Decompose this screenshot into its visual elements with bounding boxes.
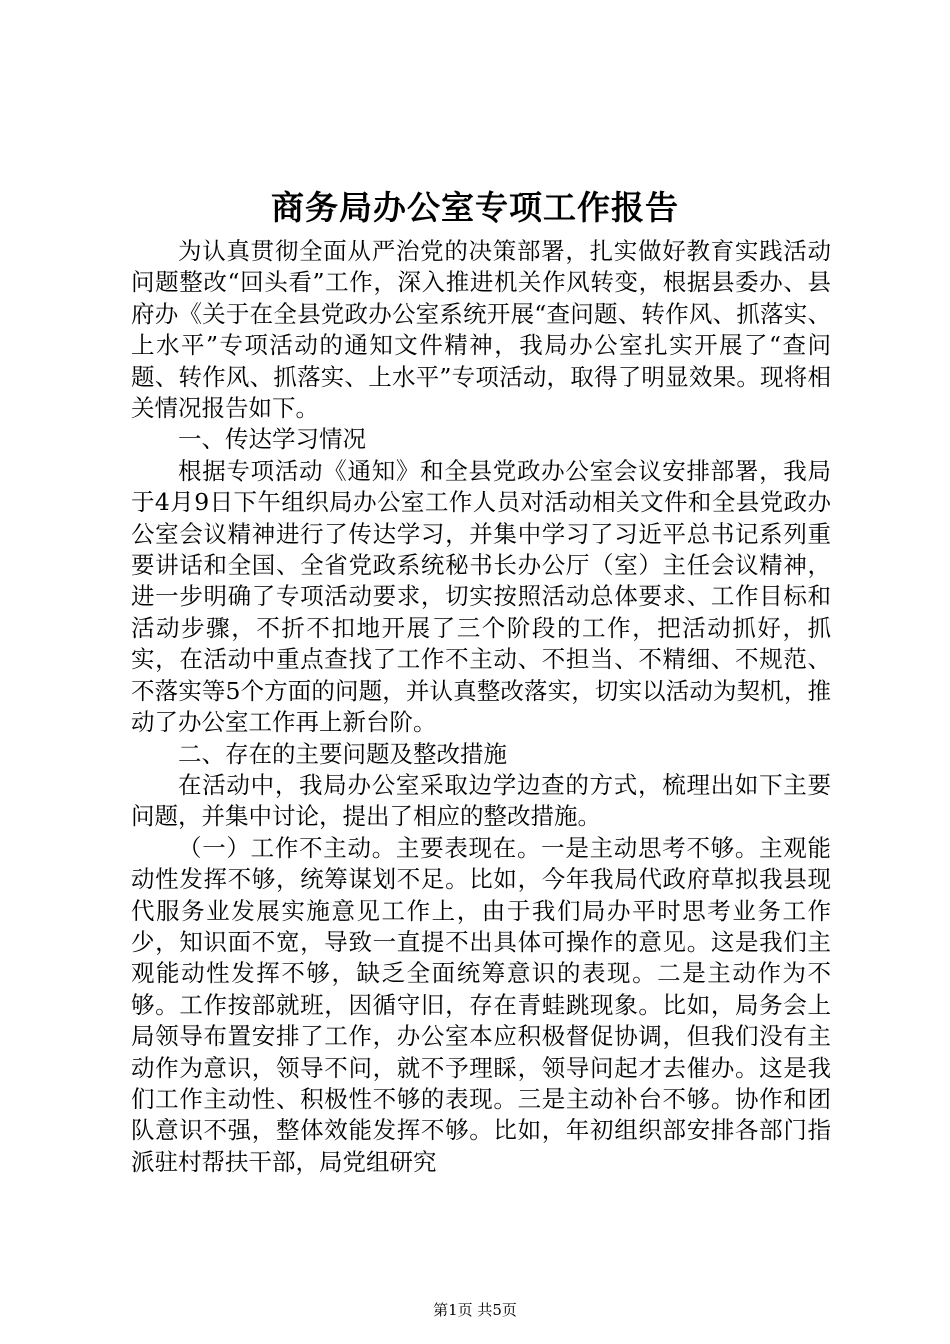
paragraph-problem-1: （一）工作不主动。主要表现在。一是主动思考不够。主观能动性发挥不够，统筹谋划不足。比如，今年我局代政府草拟我县现代服务业发展实施意见工作上，由于我们局办平时思考业务工作少，知识面不宽，导致一直提不出具体可操作的意见。这是我们主观能动性发挥不够，缺乏全面统筹意识的表现。二是主动作为不够。工作按部就班，因循守旧，存在青蛙跳现象。比如，局务会上局领导布置安排了工作，办公室本应积极督促协调，但我们没有主动作为意识，领导不问，就不予理睬，领导问起才去催办。这是我们工作主动性、积极性不够的表现。三是主动补台不够。协作和团队意识不强，整体效能发挥不够。比如，年初组织部安排各部门指派驻村帮扶干部，局党组研究 — [131, 833, 831, 1176]
document-body — [131, 236, 831, 1178]
section-heading-2: 二、存在的主要问题及整改措施 — [178, 739, 507, 768]
paragraph-intro: 为认真贯彻全面从严治党的决策部署，扎实做好教育实践活动问题整改“回头看”工作，深入推进机关作风转变，根据县委办、县府办《关于在全县党政办公室系统开展“查问题、转作风、抓落实、上水平”专项活动的通知文件精神，我局办公室扎实开展了“查问题、转作风、抓落实、上水平”专项活动，取得了明显效果。现将相关情况报告如下。 — [131, 237, 831, 423]
paragraph-problems-intro: 在活动中，我局办公室采取边学边查的方式，梳理出如下主要问题，并集中讨论，提出了相应的整改措施。 — [131, 770, 831, 831]
document-title: 商务局办公室专项工作报告 — [271, 188, 679, 227]
section-heading-1: 一、传达学习情况 — [178, 425, 366, 454]
page-number: 第1页 共5页 — [433, 1301, 517, 1319]
page-footer — [0, 1300, 950, 1320]
paragraph-study: 根据专项活动《通知》和全县党政办公室会议安排部署，我局于4月9日下午组织局办公室工作人员对活动相关文件和全县党政办公室会议精神进行了传达学习，并集中学习了习近平总书记系列重要讲话和全国、全省党政系统秘书长办公厅（室）主任会议精神，进一步明确了专项活动要求，切实按照活动总体要求、工作目标和活动步骤，不折不扣地开展了三个阶段的工作，把活动抓好，抓实，在活动中重点查找了工作不主动、不担当、不精细、不规范、不落实等5个方面的问题，并认真整改落实，切实以活动为契机，推动了办公室工作再上新台阶。 — [131, 456, 831, 737]
